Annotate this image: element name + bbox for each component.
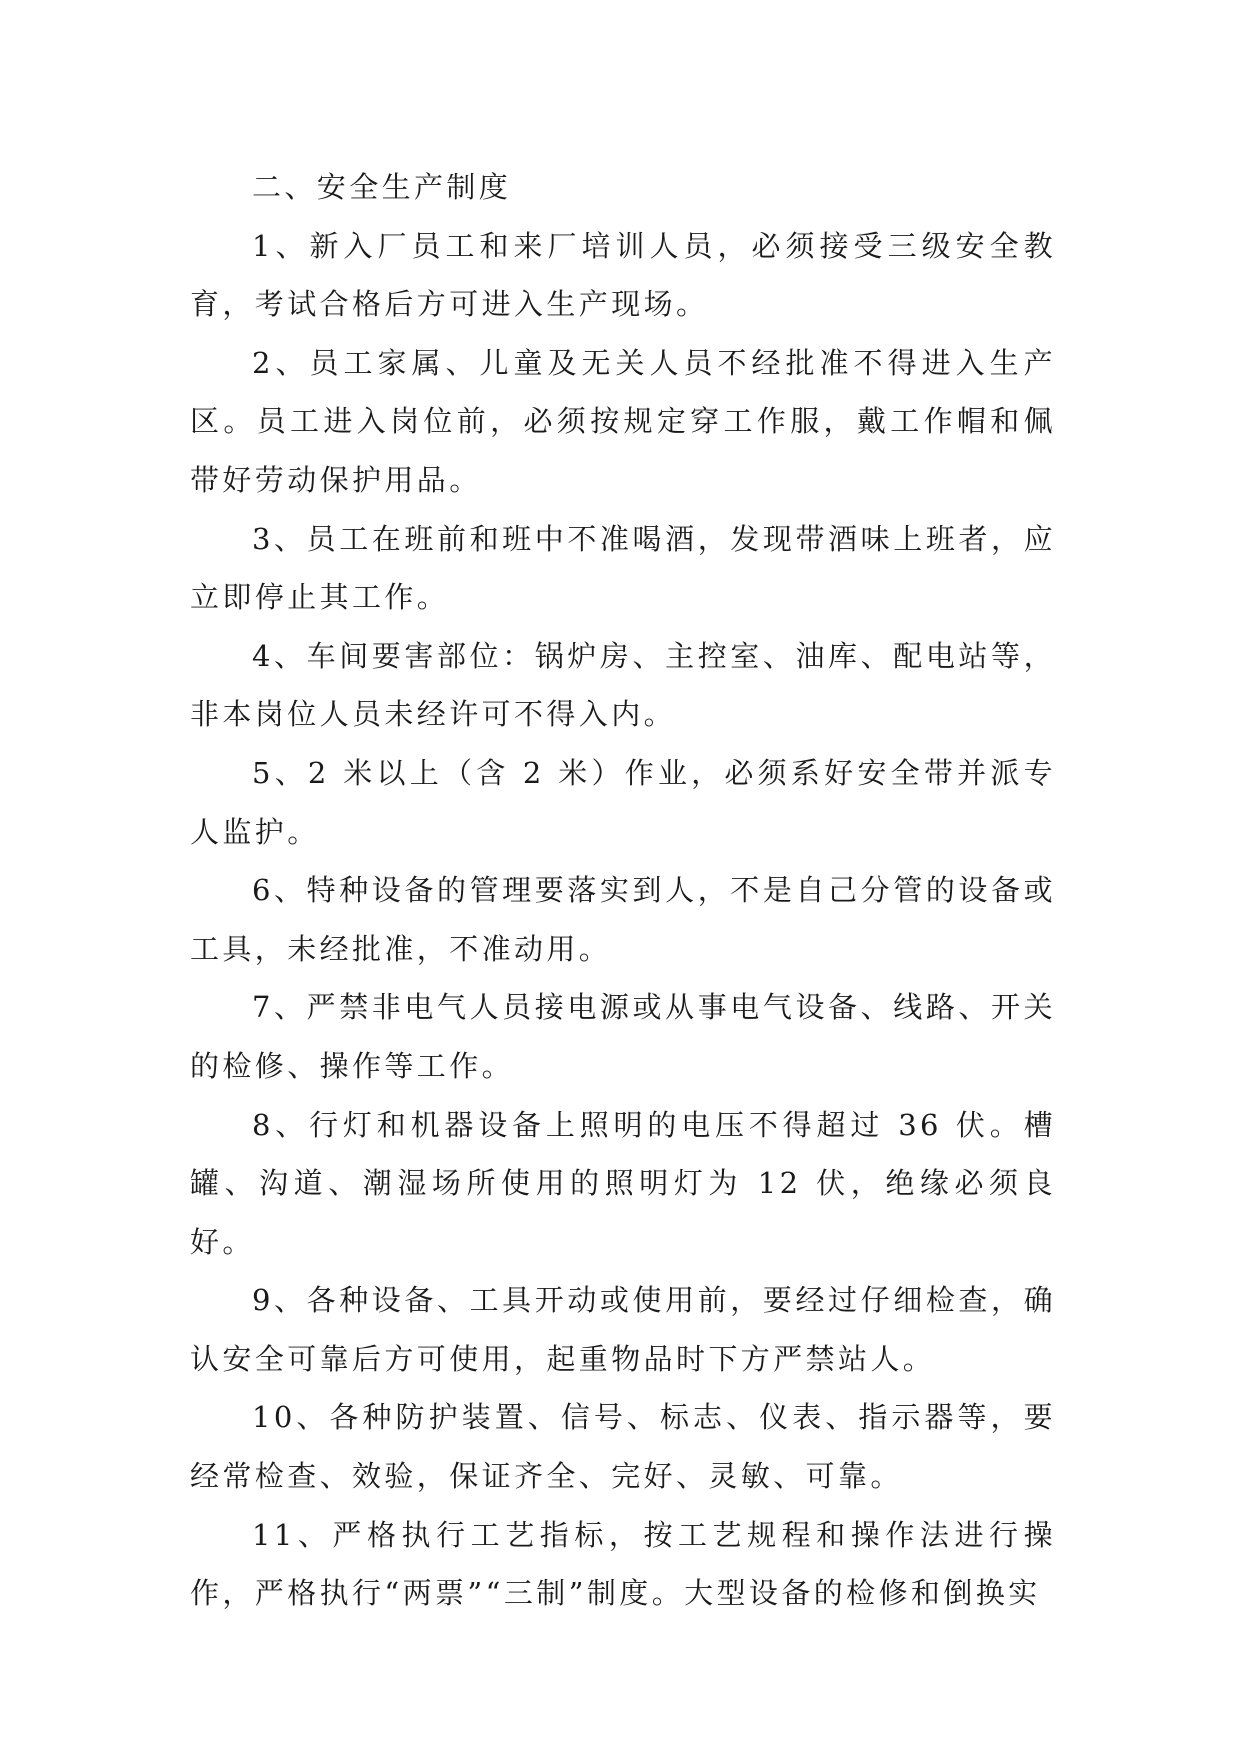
rule-paragraph-1: 1、新入厂员工和来厂培训人员，必须接受三级安全教育，考试合格后方可进入生产现场。 — [190, 228, 1056, 322]
rule-paragraph-9: 9、各种设备、工具开动或使用前，要经过仔细检查，确认安全可靠后方可使用，起重物品时下方严禁站人。 — [190, 1283, 1056, 1376]
rule-paragraph-6: 6、特种设备的管理要落实到人，不是自己分管的设备或工具，未经批准，不准动用。 — [190, 873, 1056, 966]
rule-paragraph-11: 11、严格执行工艺指标，按工艺规程和操作法进行操作，严格执行“两票”“三制”制度。大型设备的检修和倒换实 — [190, 1517, 1056, 1611]
rule-paragraph-2: 2、员工家属、儿童及无关人员不经批准不得进入生产区。员工进入岗位前，必须按规定穿工作服，戴工作帽和佩带好劳动保护用品。 — [190, 345, 1056, 497]
rule-paragraph-8: 8、行灯和机器设备上照明的电压不得超过 36 伏。槽罐、沟道、潮湿场所使用的照明灯为 12 伏，绝缘必须良好。 — [190, 1107, 1056, 1259]
rule-paragraph-10: 10、各种防护装置、信号、标志、仪表、指示器等，要经常检查、效验，保证齐全、完好、灵敏、可靠。 — [190, 1400, 1056, 1494]
document-body — [190, 158, 1056, 1623]
rule-paragraph-7: 7、严禁非电气人员接电源或从事电气设备、线路、开关的检修、操作等工作。 — [190, 990, 1056, 1083]
rule-paragraph-4: 4、车间要害部位：锅炉房、主控室、油库、配电站等，非本岗位人员未经许可不得入内。 — [190, 638, 1056, 732]
rule-paragraph-3: 3、员工在班前和班中不准喝酒，发现带酒味上班者，应立即停止其工作。 — [190, 521, 1056, 615]
rule-paragraph-5: 5、2 米以上（含 2 米）作业，必须系好安全带并派专人监护。 — [190, 755, 1056, 849]
section-heading: 二、安全生产制度 — [252, 170, 512, 204]
